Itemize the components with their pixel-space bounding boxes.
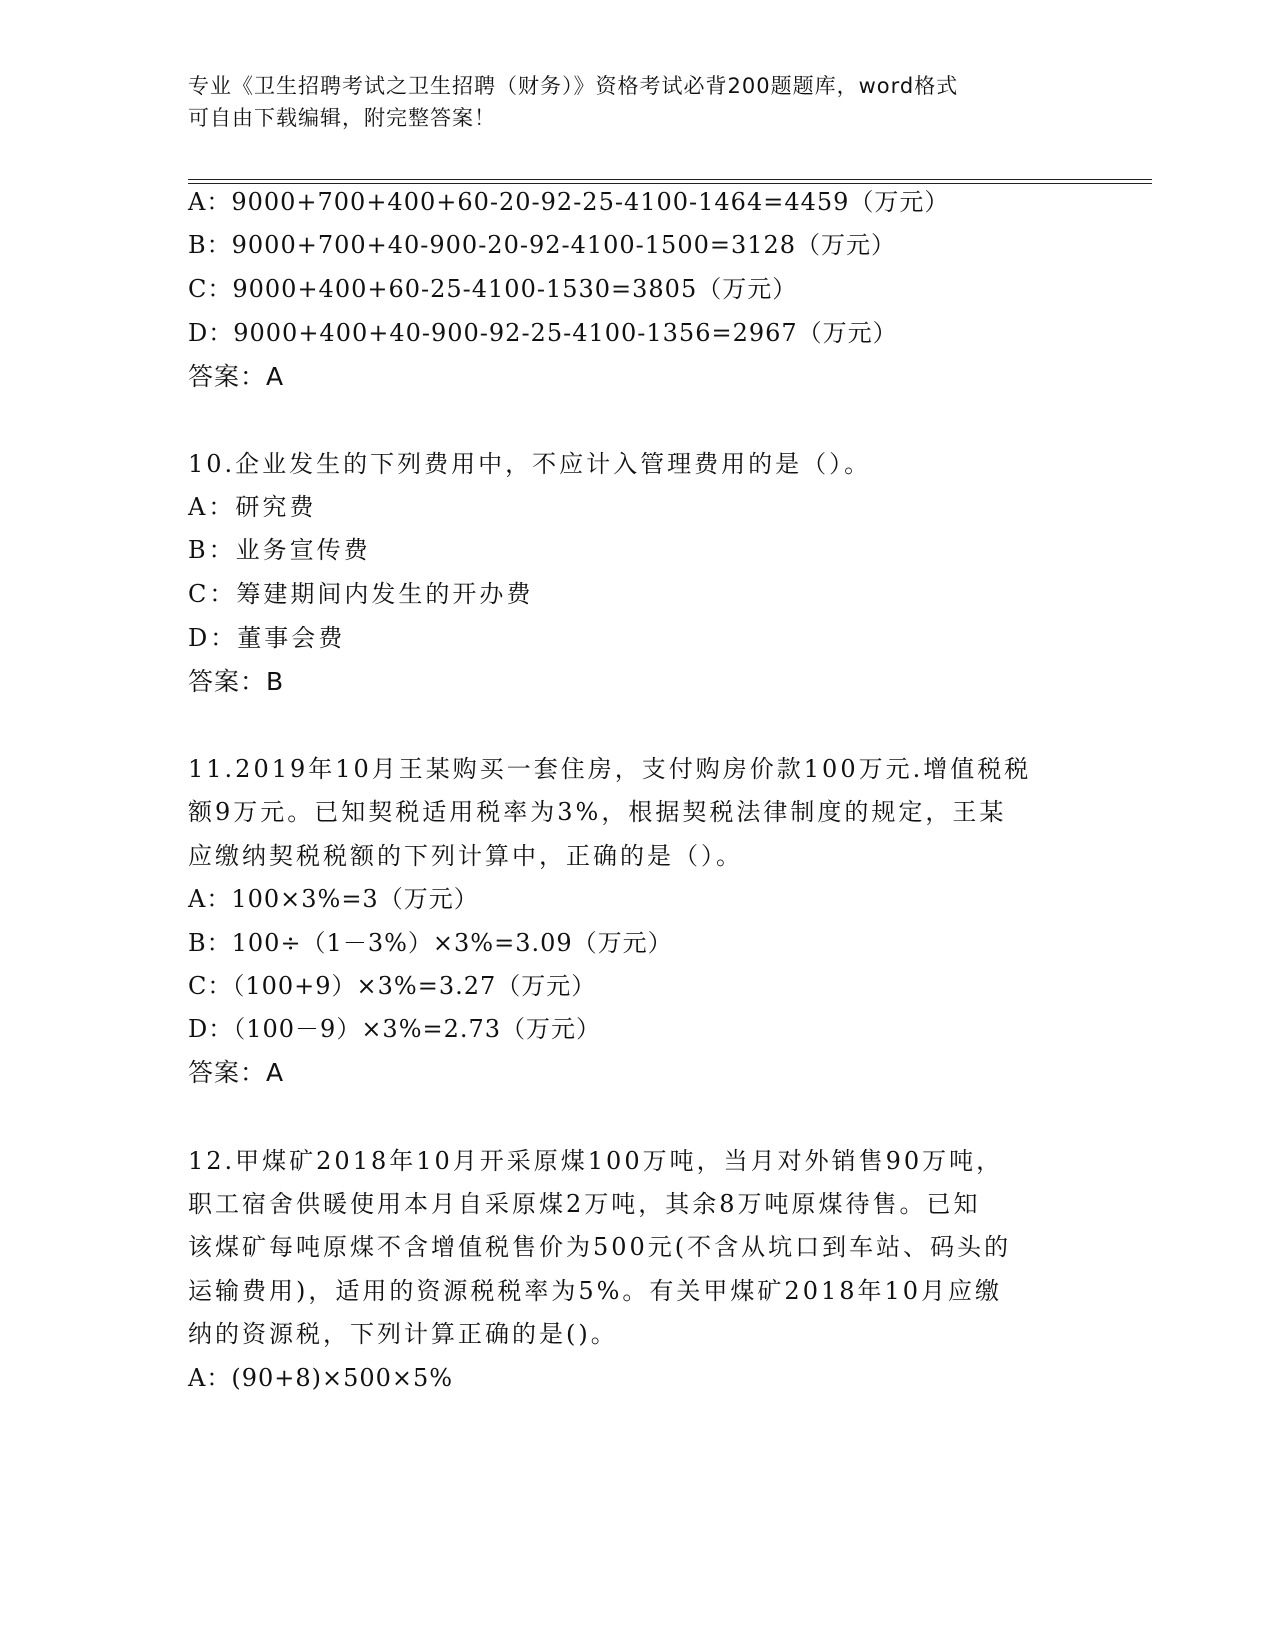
question-text: 额9万元。已知契税适用税率为3%，根据契税法律制度的规定，王某 [188, 798, 1007, 826]
option-b: B：100÷（1－3%）×3%=3.09（万元） [188, 929, 673, 957]
option-d: D：（100－9）×3%=2.73（万元） [188, 1015, 602, 1043]
document-title [188, 70, 1088, 134]
answer: 答案：B [188, 667, 285, 696]
question-text: 运输费用)，适用的资源税税率为5%。有关甲煤矿2018年10月应缴 [188, 1277, 1003, 1305]
option-a: A：100×3%=3（万元） [188, 885, 479, 913]
option-d: D：董事会费 [188, 624, 346, 652]
question-text: 11.2019年10月王某购买一套住房，支付购房价款100万元.增值税税 [188, 755, 1032, 783]
question-text: 纳的资源税，下列计算正确的是()。 [188, 1320, 618, 1348]
answer: 答案：A [188, 1058, 285, 1087]
header-divider [188, 179, 1152, 180]
question-text: 应缴纳契税税额的下列计算中，正确的是（）。 [188, 842, 743, 870]
question-text: 职工宿舍供暖使用本月自采原煤2万吨，其余8万吨原煤待售。已知 [188, 1190, 981, 1218]
answer: 答案：A [188, 362, 285, 391]
header-divider [188, 183, 1152, 184]
option-d: D：9000+400+40-900-92-25-4100-1356=2967（万元） [188, 319, 898, 347]
title-line-2: 可自由下载编辑，附完整答案！ [188, 106, 496, 130]
question-text: 12.甲煤矿2018年10月开采原煤100万吨，当月对外销售90万吨， [188, 1147, 1004, 1175]
question-text: 该煤矿每吨原煤不含增值税售价为500元(不含从坑口到车站、码头的 [188, 1233, 1012, 1261]
option-a: A：9000+700+400+60-20-92-25-4100-1464=4459（万元） [188, 188, 950, 216]
question-text: 10.企业发生的下列费用中，不应计入管理费用的是（）。 [188, 450, 872, 478]
option-a: A：研究费 [188, 493, 317, 521]
option-c: C：9000+400+60-25-4100-1530=3805（万元） [188, 275, 798, 303]
option-b: B：业务宣传费 [188, 536, 371, 564]
option-b: B：9000+700+40-900-20-92-4100-1500=3128（万元） [188, 231, 897, 259]
title-line-1: 专业《卫生招聘考试之卫生招聘（财务）》资格考试必背200题题库，word格式 [188, 74, 959, 98]
option-c: C：（100+9）×3%=3.27（万元） [188, 972, 597, 1000]
option-a: A：(90+8)×500×5% [188, 1364, 454, 1392]
option-c: C：筹建期间内发生的开办费 [188, 580, 534, 608]
